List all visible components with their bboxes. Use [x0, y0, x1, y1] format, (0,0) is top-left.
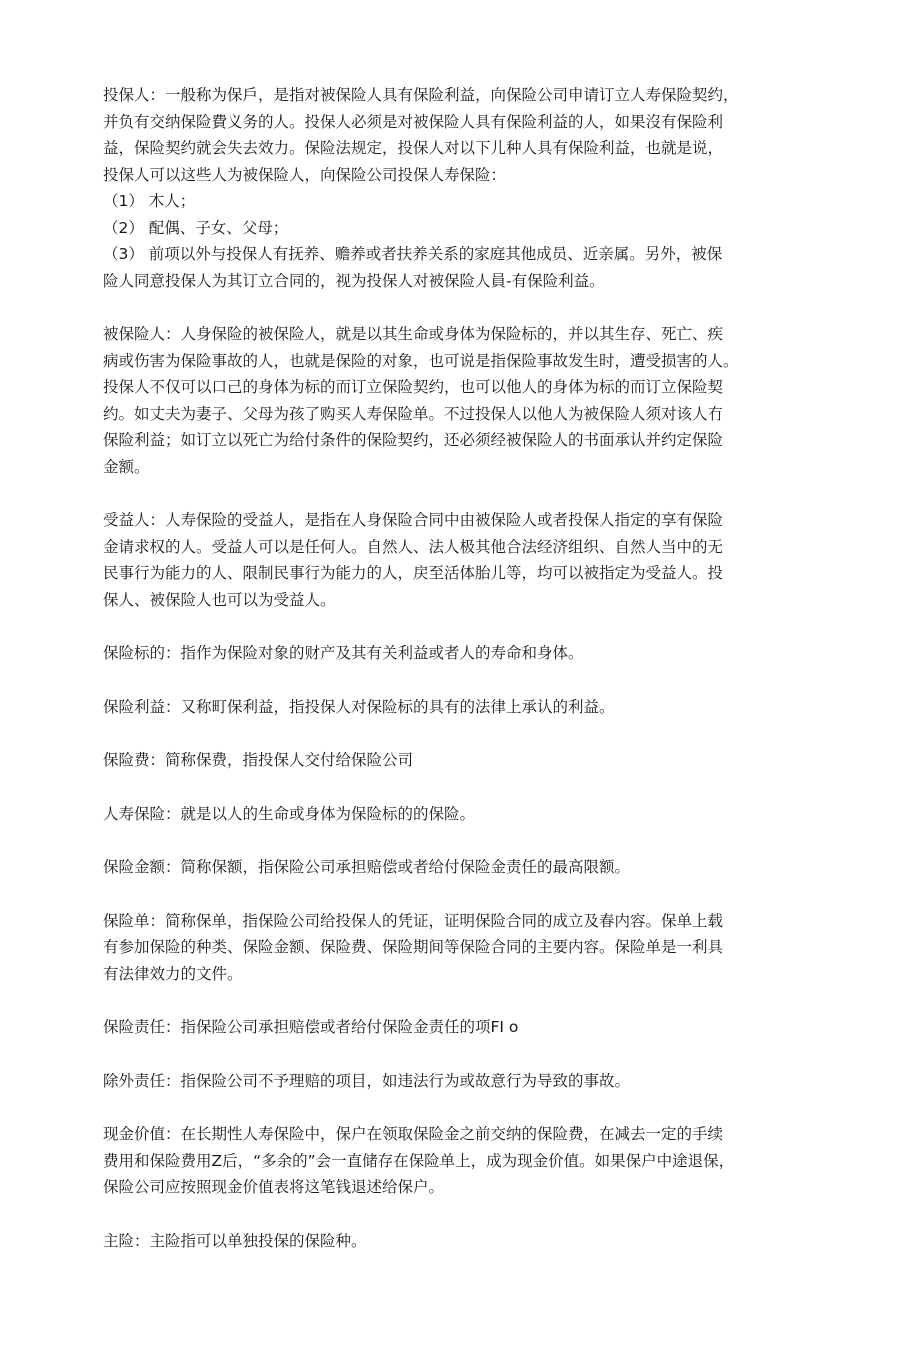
paragraph-def-subject-matter — [103, 640, 823, 667]
text-line: （1） 木人； — [103, 192, 196, 210]
text-line: 保险利益；如订立以死亡为给付条件的保险契约，还必须经被保险人的书面承认并约定保险 — [103, 431, 724, 449]
paragraph-gap — [103, 1201, 823, 1228]
text-line: （2） 配偶、子女、父母； — [103, 218, 289, 237]
paragraph-gap — [103, 294, 823, 321]
text-line: 病或伤害为保险事故的人，也就是保险的对象，也可说是指保险事故发生时，遭受损害的人。 — [103, 351, 739, 370]
paragraph-def-cash-value — [103, 1121, 823, 1201]
text-line: 有参加保险的种类、保险金额、保险费、保险期间等保险合同的主要内容。保险单是一利具 — [103, 938, 724, 956]
text-line: 保险费：简称保费，指投保人交付给保险公司 — [103, 751, 414, 769]
paragraph-gap — [103, 827, 823, 854]
paragraph-def-life-insurance — [103, 801, 823, 828]
text-line: 有法律效力的文件。 — [103, 964, 243, 983]
text-line: 受益人：人寿保险的受益人，是指在人身保险合同中由被保险人或者投保人指定的享有保险 — [103, 511, 724, 529]
text-line: 投保人可以这些人为被保险人，向保险公司投保人寿保险： — [103, 165, 507, 184]
paragraph-def-sum-insured — [103, 854, 823, 881]
text-line: 保人、被保险人也可以为受益人。 — [103, 590, 336, 609]
paragraph-def-premium — [103, 747, 823, 774]
paragraph-gap — [103, 667, 823, 694]
text-line: 被保险人：人身保险的被保险人，就是以其生命或身体为保险标的，并以其生存、死亡、疾 — [103, 325, 724, 343]
paragraph-def-main-policy — [103, 1228, 823, 1255]
text-line: 保险利益：又称町保利益，指投保人对保险标的具有的法律上承认的利益。 — [103, 697, 615, 716]
text-line: 险人同意投保人为其订立合同的，视为投保人对被保险人員-有保险利益。 — [103, 271, 605, 290]
paragraph-gap — [103, 613, 823, 640]
text-line: 金额。 — [103, 457, 150, 476]
paragraph-gap — [103, 480, 823, 507]
text-line: 并负有交纳保险費义务的人。投保人必须是对被保险人具有保险利益的人，如果沒有保险利 — [103, 112, 724, 131]
text-line: 费用和保险费用Z后，“多余的”会一直储存在保险单上，成为现金价值。如果保户中途退保， — [103, 1151, 735, 1170]
paragraph-def-policy — [103, 908, 823, 988]
text-line: 约。如丈夫为妻子、父母为孩了购买人寿保险单。不过投保人以他人为被保险人须对该人冇 — [103, 404, 724, 423]
text-line: 人寿保险：就是以人的生命或身体为保险标的的保险。 — [103, 804, 476, 823]
text-line: 益，保险契约就会失去效力。保险法规定，投保人对以下儿种人具有保险利益，也就是说， — [103, 139, 724, 157]
paragraph-gap — [103, 1041, 823, 1068]
text-line: 投保人不仅可以口己的身体为标的而订立保险契约，也可以他人的身体为标的而订立保险契 — [103, 378, 724, 396]
text-line: 主险：主险指可以单独投保的保险种。 — [103, 1231, 367, 1250]
paragraph-def-policyholder — [103, 82, 823, 294]
paragraph-gap — [103, 987, 823, 1014]
text-line: 保险责任：指保险公司承担赔偿或者给付保险金责任的项FI o — [103, 1018, 519, 1036]
text-line: （3） 前项以外与投保人有抚养、赡养或者扶养关系的家庭其他成员、近亲属。另外，被保 — [103, 245, 723, 263]
text-line: 除外责任：指保险公司不予理赔的项目，如违法行为或故意行为导致的事故。 — [103, 1071, 631, 1090]
text-line: 金请求权的人。受益人可以是任何人。自然人、法人极其他合法经济组织、自然人当中的无 — [103, 537, 724, 556]
paragraph-def-liability — [103, 1014, 823, 1041]
paragraph-def-exclusions — [103, 1068, 823, 1095]
document-body — [103, 82, 823, 1254]
text-line: 投保人：一般称为保戶，是指对被保险人具有保险利益，向保险公司申请订立人寿保险契约， — [103, 86, 739, 104]
paragraph-def-insurable-interest — [103, 694, 823, 721]
paragraph-gap — [103, 774, 823, 801]
text-line: 保险公司应按照现金价值表将这笔钱退述给保户。 — [103, 1178, 445, 1196]
text-line: 现金价值：在长期性人寿保险中，保户在领取保险金之前交纳的保险费，在减去一定的手续 — [103, 1125, 724, 1143]
paragraph-def-beneficiary — [103, 507, 823, 613]
paragraph-gap — [103, 720, 823, 747]
paragraph-gap — [103, 881, 823, 908]
text-line: 保险标的：指作为保险对象的财产及其有关利益或者人的寿命和身体。 — [103, 644, 584, 662]
text-line: 保险单：简称保单，指保险公司给投保人的凭证，证明保险合同的成立及春内容。保单上载 — [103, 911, 724, 930]
paragraph-def-insured — [103, 321, 823, 480]
paragraph-gap — [103, 1094, 823, 1121]
text-line: 保险金额：简称保额，指保险公司承担赔偿或者给付保险金责任的最高限额。 — [103, 858, 631, 876]
text-line: 民事行为能力的人、限制民事行为能力的人，戻至活体胎儿等，均可以被指定为受益人。投 — [103, 564, 724, 582]
